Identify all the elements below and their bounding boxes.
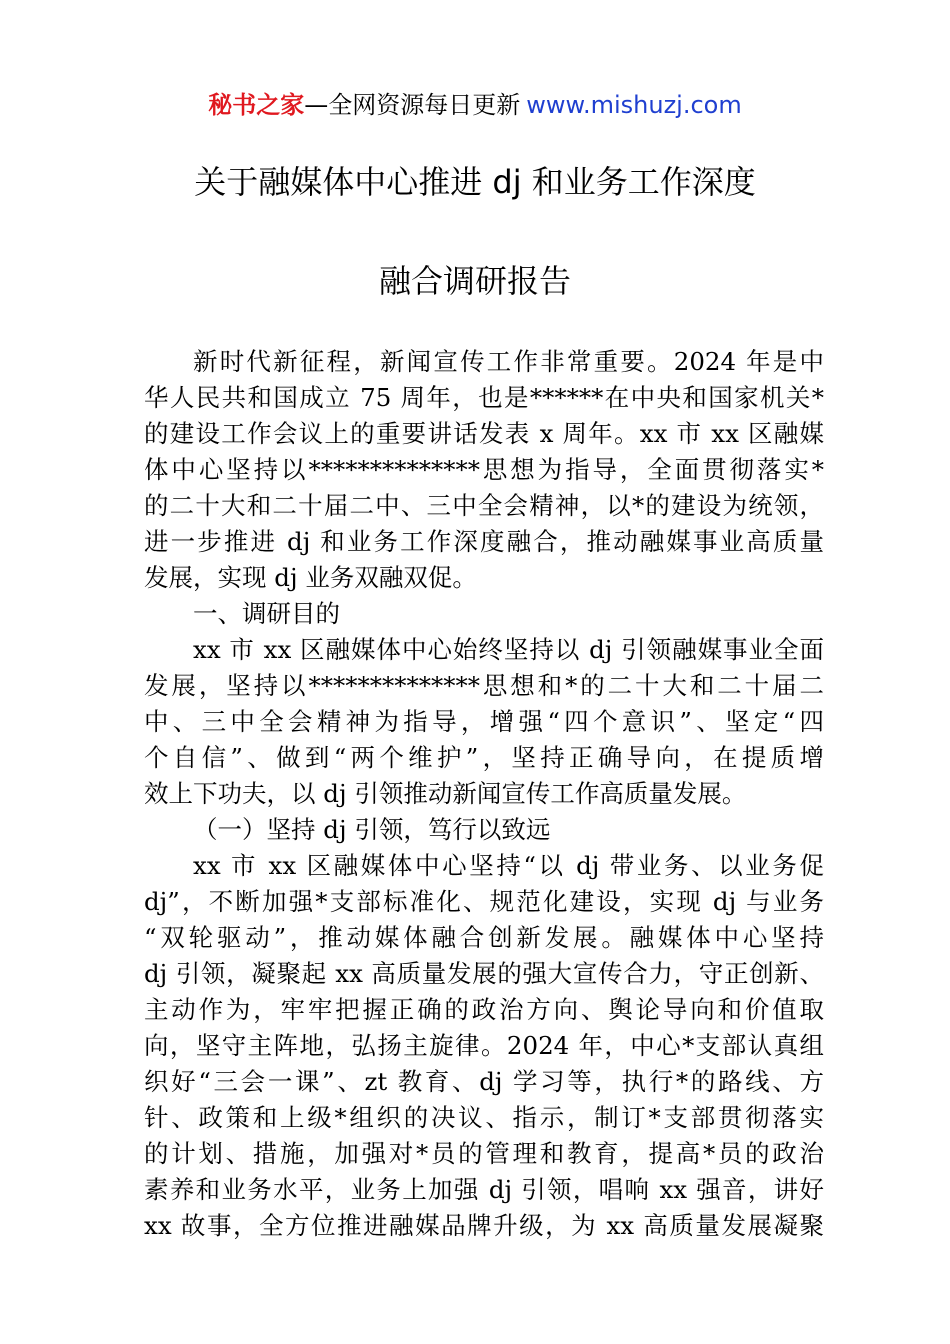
body-line: xx 市 xx 区融媒体中心始终坚持以 dj 引领融媒事业全面: [193, 635, 824, 664]
body-line: 的二十大和二十届二中、三中全会精神，以*的建设为统领，: [144, 491, 824, 520]
document-title-line-2: 融合调研报告: [378, 262, 571, 300]
body-line: 进一步推进 dj 和业务工作深度融合，推动融媒事业高质量: [144, 527, 824, 556]
site-tagline: —全网资源每日更新: [304, 91, 521, 119]
body-line: xx 故事，全方位推进融媒品牌升级，为 xx 高质量发展凝聚: [144, 1211, 824, 1240]
body-line: dj 引领，凝聚起 xx 高质量发展的强大宣传合力，守正创新、: [144, 959, 824, 988]
site-brand: 秘书之家: [208, 91, 305, 119]
body-line: 新时代新征程，新闻宣传工作非常重要。2024 年是中: [193, 347, 824, 376]
body-line: 中、三中全会精神为指导，增强“四个意识”、坚定“四: [144, 707, 824, 736]
document-title-line-1: 关于融媒体中心推进 dj 和业务工作深度: [194, 163, 756, 201]
body-line: 效上下功夫，以 dj 引领推动新闻宣传工作高质量发展。: [144, 779, 747, 808]
section-heading: 一、调研目的: [193, 599, 340, 628]
body-line: 的建设工作会议上的重要讲话发表 x 周年。xx 市 xx 区融媒: [144, 419, 824, 448]
body-line: 的计划、措施，加强对*员的管理和教育，提高*员的政治: [144, 1139, 824, 1168]
document-body: [144, 344, 824, 1244]
body-line: 针、政策和上级*组织的决议、指示，制订*支部贯彻落实: [144, 1103, 824, 1132]
body-line: 个自信”、做到“两个维护”，坚持正确导向，在提质增: [144, 743, 824, 772]
body-line: “双轮驱动”，推动媒体融合创新发展。融媒体中心坚持: [144, 923, 824, 952]
body-line: 体中心坚持以**************思想为指导，全面贯彻落实*: [144, 455, 824, 484]
body-line: 向，坚守主阵地，弘扬主旋律。2024 年，中心*支部认真组: [144, 1031, 824, 1060]
body-line: dj”，不断加强*支部标准化、规范化建设，实现 dj 与业务: [144, 887, 824, 916]
body-line: xx 市 xx 区融媒体中心坚持“以 dj 带业务、以业务促: [193, 851, 824, 880]
site-url-link[interactable]: www.mishuzj.com: [526, 91, 742, 119]
site-header: [0, 88, 950, 122]
body-line: 华人民共和国成立 75 周年，也是******在中央和国家机关*: [144, 383, 824, 412]
body-line: 织好“三会一课”、zt 教育、dj 学习等，执行*的路线、方: [144, 1067, 824, 1096]
body-line: 主动作为，牢牢把握正确的政治方向、舆论导向和价值取: [144, 995, 824, 1024]
subsection-heading: （一）坚持 dj 引领，笃行以致远: [193, 815, 551, 844]
body-line: 素养和业务水平，业务上加强 dj 引领，唱响 xx 强音，讲好: [144, 1175, 824, 1204]
body-line: 发展，实现 dj 业务双融双促。: [144, 563, 477, 592]
body-line: 发展，坚持以**************思想和*的二十大和二十届二: [144, 671, 824, 700]
